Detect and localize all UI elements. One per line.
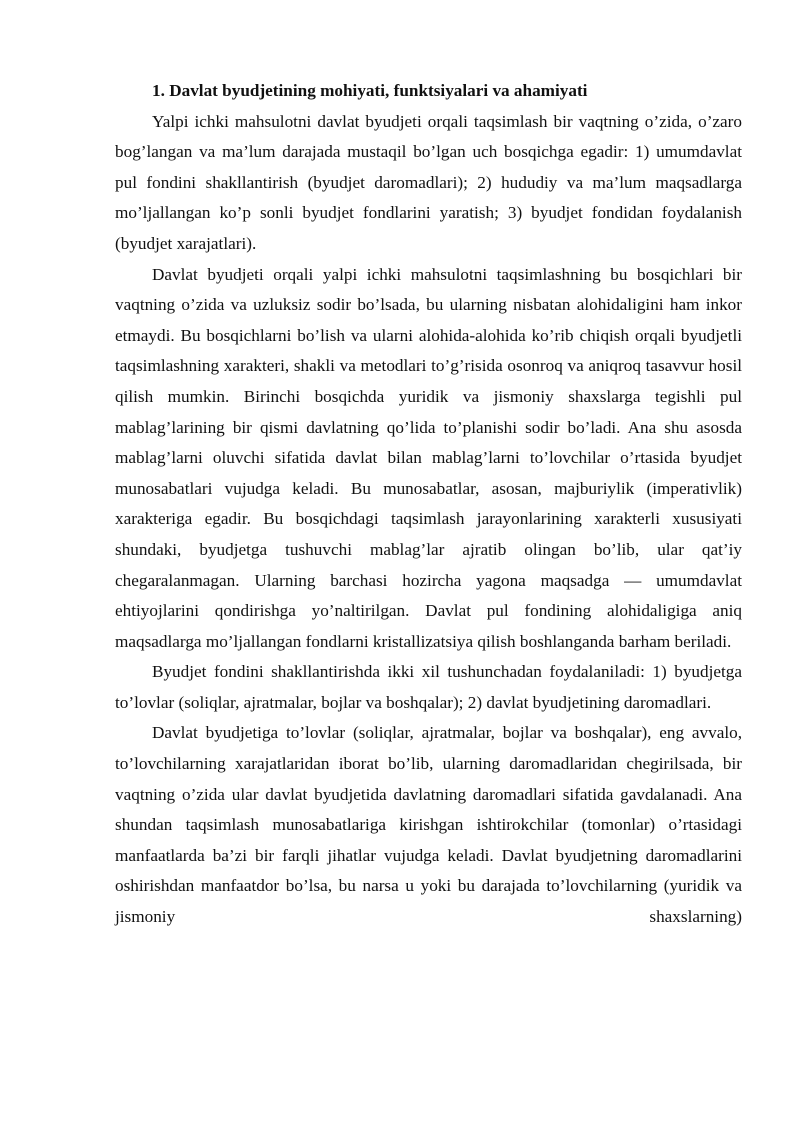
section-heading: 1. Davlat byudjetining mohiyati, funktsiyalari va ahamiyati [152, 81, 588, 100]
paragraph-1: Yalpi ichki mahsulotni davlat byudjeti orqali taqsimlash bir vaqtning o’zida, o’zaro bog’langan va ma’lum darajada mustaqil bo’lgan uch bosqichga egadir: 1) umumdavlat pul fondini shakllantirish (byudjet daromadlari); 2) hududiy va ma’lum maqsadlarga mo’ljallangan ko’p sonli byudjet fondlarini yaratish; 3) byudjet fondidan foydalanish (byudjet xarajatlari). [115, 111, 742, 253]
document-page [115, 76, 742, 933]
paragraph-3: Byudjet fondini shakllantirishda ikki xil tushunchadan foydalaniladi: 1) byudjetga to’lovlar (soliqlar, ajratmalar, bojlar va boshqalar); 2) davlat byudjetining daromadlari. [115, 662, 742, 712]
paragraph-2: Davlat byudjeti orqali yalpi ichki mahsulotni taqsimlashning bu bosqichlari bir vaqtning o’zida va uzluksiz sodir bo’lsada, bu ularning nisbatan alohidaligini ham inkor etmaydi. Bu bosqichlarni bo’lish va ularni alohida-alohida ko’rib chiqish orqali byudjetli taqsimlashning xarakteri, shakli va metodlari to’g’risida osonroq va aniqroq tasavvur hosil qilish mumkin. Birinchi bosqichda yuridik va jismoniy shaxslarga tegishli pul mablag’larining bir qismi davlatning qo’lida to’planishi sodir bo’ladi. Ana shu asosda mablag’larni oluvchi sifatida davlat bilan mablag’larni to’lovchilar o’rtasida byudjet munosabatlari vujudga keladi. Bu munosabatlar, asosan, majburiylik (imperativlik) xarakteriga egadir. Bu bosqichdagi taqsimlash jarayonlarining xarakterli xususiyati shundaki, byudjetga tushuvchi mablag’lar ajratib olingan bo’lib, ular qat’iy chegaralanmagan. Ularning barchasi hozircha yagona maqsadga — umumdavlat ehtiyojlarini qondirishga yo’naltirilgan. Davlat pul fondining alohidaligiga aniq maqsadlarga mo’ljallangan fondlarni kristallizatsiya qilish boshlanganda barham beriladi. [115, 264, 742, 651]
paragraph-4: Davlat byudjetiga to’lovlar (soliqlar, ajratmalar, bojlar va boshqalar), eng avvalo, to’lovchilarning xarajatlaridan iborat bo’lib, ularning daromadlaridan chegirilsada, bir vaqtning o’zida ular davlat byudjetida davlatning daromadlari sifatida gavdalanadi. Ana shundan taqsimlash munosabatlariga kirishgan ishtirokchilar (tomonlar) o’rtasidagi manfaatlarda ba’zi bir farqli jihatlar vujudga keladi. Davlat byudjetning daromadlarini oshirishdan manfaatdor bo’lsa, bu narsa u yoki bu darajada to’lovchilarning (yuridik va jismoniy shaxslarning) [115, 723, 742, 927]
